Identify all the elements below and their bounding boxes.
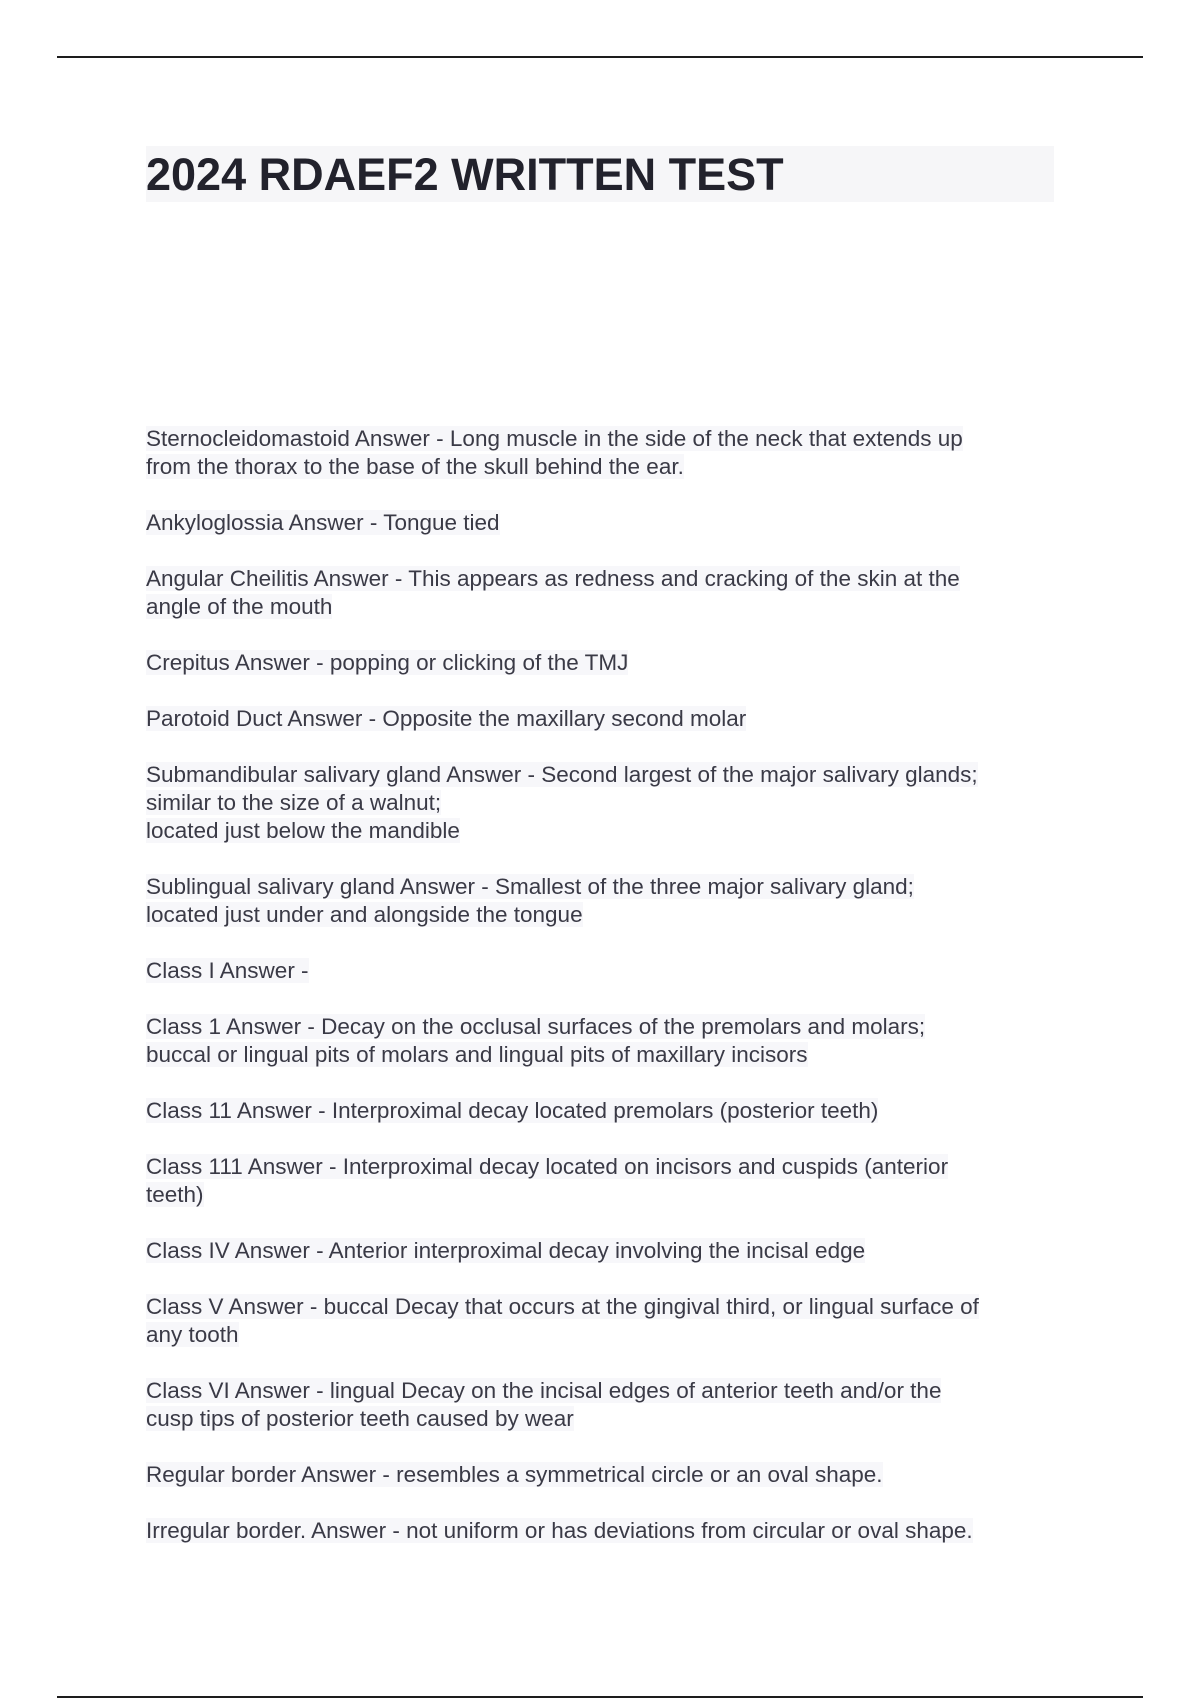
qa-entry [146, 1517, 1066, 1545]
bottom-divider [57, 1696, 1143, 1698]
qa-term: Class 111 [146, 1154, 243, 1179]
qa-entry [146, 1153, 1066, 1209]
qa-term: Sternocleidomastoid [146, 426, 350, 451]
document-title: 2024 RDAEF2 WRITTEN TEST [146, 149, 784, 200]
qa-entry [146, 1013, 1066, 1069]
qa-answer: Answer - not uniform or has deviations from circular or oval shape. [311, 1518, 973, 1543]
qa-term: Class 11 [146, 1098, 232, 1123]
qa-entry [146, 873, 1066, 929]
qa-answer: Answer - Interproximal decay located on incisors and cuspids (anterior teeth) [146, 1154, 949, 1207]
qa-term: Irregular border. [146, 1518, 307, 1543]
qa-entry [146, 565, 1066, 621]
qa-term: Sublingual salivary gland [146, 874, 395, 899]
qa-entry [146, 649, 1066, 677]
qa-term: Class I [146, 958, 215, 983]
qa-answer: Answer - popping or clicking of the TMJ [234, 650, 629, 675]
qa-answer: Answer - Anterior interproximal decay involving the incisal edge [234, 1238, 866, 1263]
qa-answer: Answer - Long muscle in the side of the neck that extends up from the thorax to the base of the skull behind the ear. [146, 426, 963, 479]
qa-answer: Answer - Second largest of the major salivary glands; similar to the size of a walnut; located just below the mandible [146, 762, 978, 843]
top-divider [57, 56, 1143, 58]
qa-entry [146, 1377, 1066, 1433]
qa-term: Class VI [146, 1378, 230, 1403]
qa-term: Crepitus [146, 650, 230, 675]
qa-entry [146, 509, 1066, 537]
qa-answer: Answer - resembles a symmetrical circle or an oval shape. [301, 1462, 883, 1487]
qa-term: Regular border [146, 1462, 297, 1487]
qa-list [146, 425, 1066, 1573]
qa-term: Parotoid Duct [146, 706, 283, 731]
qa-answer: Answer - [219, 958, 309, 983]
qa-entry [146, 1293, 1066, 1349]
qa-term: Class IV [146, 1238, 230, 1263]
qa-entry [146, 705, 1066, 733]
qa-answer: Answer - Decay on the occlusal surfaces of the premolars and molars; buccal or lingual pits of molars and lingual pits of maxillary incisors [146, 1014, 926, 1067]
qa-answer: Answer - Tongue tied [288, 510, 500, 535]
qa-entry [146, 761, 1066, 845]
qa-answer: Answer - buccal Decay that occurs at the gingival third, or lingual surface of any tooth [146, 1294, 979, 1347]
qa-answer: Answer - Opposite the maxillary second molar [287, 706, 747, 731]
qa-term: Angular Cheilitis [146, 566, 309, 591]
qa-term: Class V [146, 1294, 224, 1319]
qa-answer: Answer - Smallest of the three major salivary gland; located just under and alongside the tongue [146, 874, 914, 927]
qa-answer: Answer - lingual Decay on the incisal edges of anterior teeth and/or the cusp tips of posterior teeth caused by wear [146, 1378, 942, 1431]
qa-entry [146, 1237, 1066, 1265]
qa-answer: Answer - Interproximal decay located premolars (posterior teeth) [236, 1098, 879, 1123]
qa-entry [146, 425, 1066, 481]
title-block [146, 146, 1054, 202]
qa-entry [146, 1461, 1066, 1489]
qa-term: Class 1 [146, 1014, 222, 1039]
qa-answer: Answer - This appears as redness and cracking of the skin at the angle of the mouth [146, 566, 960, 619]
qa-entry [146, 957, 1066, 985]
qa-term: Submandibular salivary gland [146, 762, 442, 787]
qa-term: Ankyloglossia [146, 510, 284, 535]
qa-entry [146, 1097, 1066, 1125]
